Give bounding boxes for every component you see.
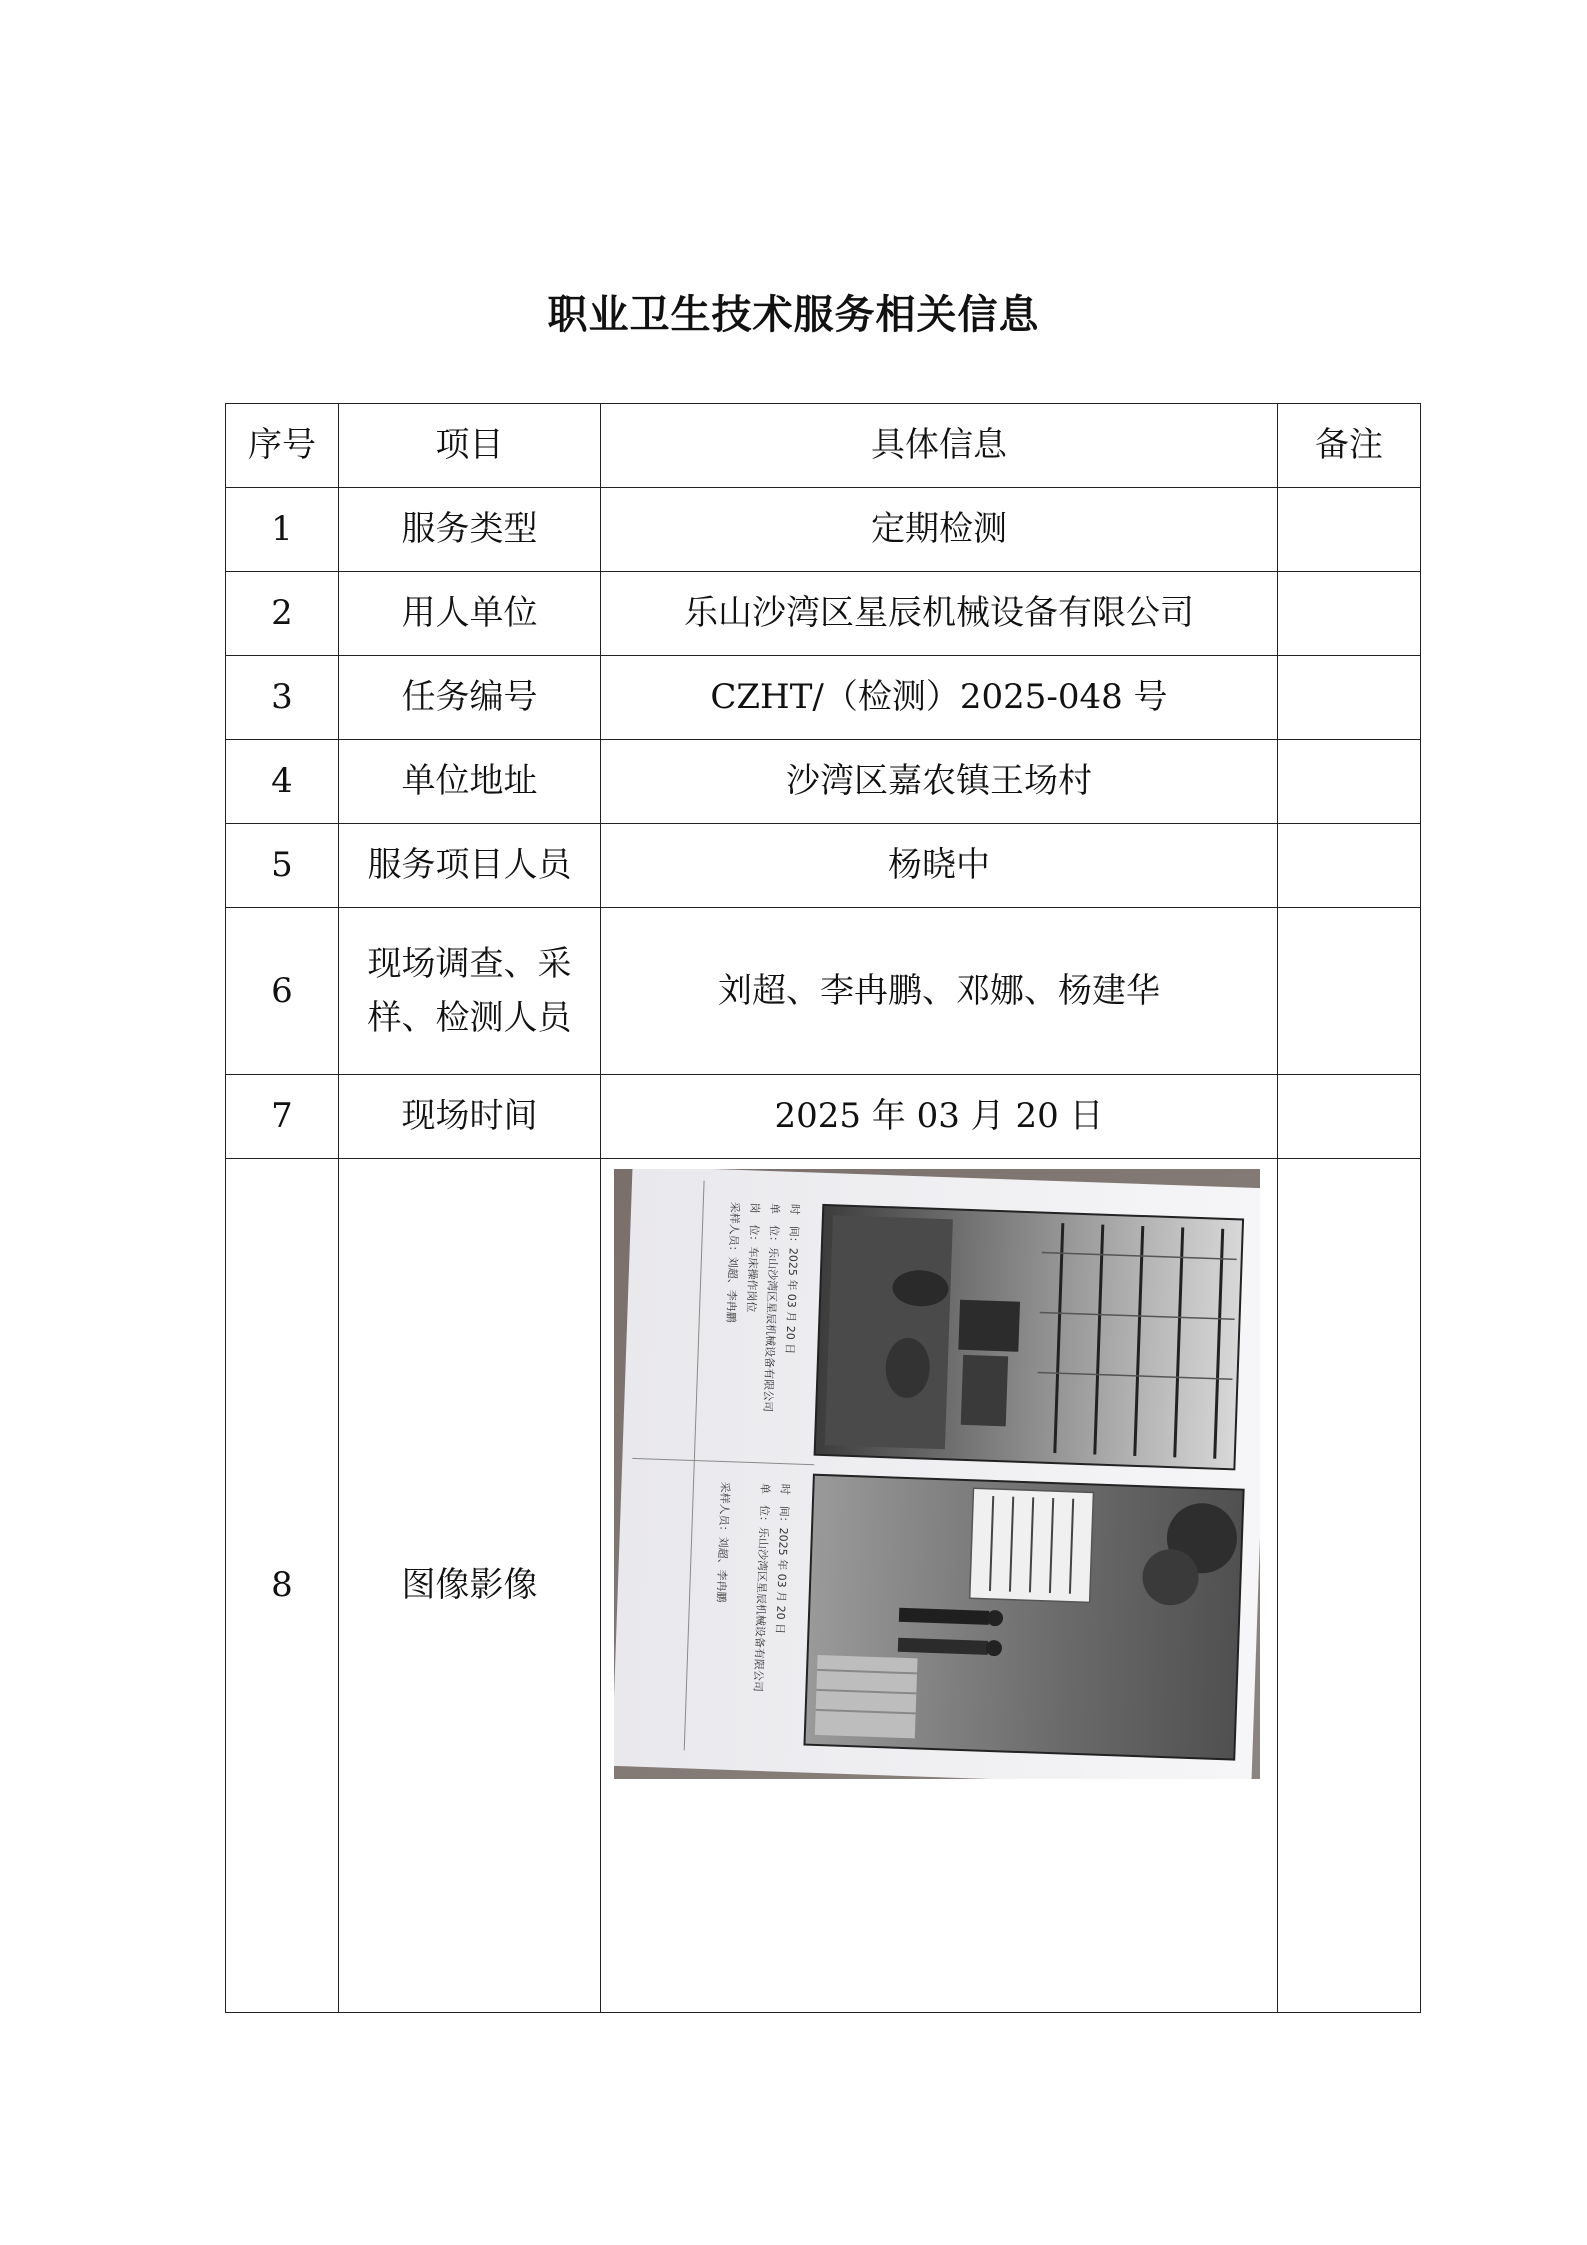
row-detail: 刘超、李冉鹏、邓娜、杨建华: [601, 908, 1278, 1075]
photo-caption-bottom-unit: 单 位：乐山沙湾区星辰机械设备有限公司: [751, 1482, 772, 1693]
table-row: [226, 572, 1421, 656]
row-index: 2: [226, 572, 339, 656]
row-remark: [1278, 1075, 1421, 1159]
row-item: 单位地址: [339, 740, 601, 824]
row-remark: [1278, 908, 1421, 1075]
row-detail: 沙湾区嘉农镇王场村: [601, 740, 1278, 824]
row-detail: CZHT/（检测）2025-048 号: [601, 656, 1278, 740]
photo-caption-bottom-time: 时 间：2025 年 03 月 20 日: [773, 1483, 792, 1635]
row-detail: 乐山沙湾区星辰机械设备有限公司: [601, 572, 1278, 656]
row-index: 7: [226, 1075, 339, 1159]
site-photo: [614, 1169, 1260, 1779]
header-index: 序号: [226, 404, 339, 488]
row-remark: [1278, 740, 1421, 824]
header-detail: 具体信息: [601, 404, 1278, 488]
info-table: [225, 403, 1421, 2013]
table-header-row: [226, 404, 1421, 488]
photo-caption-top-time: 时 间：2025 年 03 月 20 日: [783, 1203, 802, 1355]
row-item: 用人单位: [339, 572, 601, 656]
row-remark: [1278, 488, 1421, 572]
header-remark: 备注: [1278, 404, 1421, 488]
row-detail: 定期检测: [601, 488, 1278, 572]
photo-caption-top-people: 采样人员：刘超、李冉鹏: [724, 1201, 742, 1323]
row-index: 1: [226, 488, 339, 572]
row-item: 服务类型: [339, 488, 601, 572]
page-title: 职业卫生技术服务相关信息: [547, 292, 1040, 338]
row-index: 6: [226, 908, 339, 1075]
row-index: 3: [226, 656, 339, 740]
row-item-line: 样、检测人员: [367, 998, 572, 1038]
row-index: 8: [226, 1159, 339, 2013]
row-remark: [1278, 572, 1421, 656]
table-row: [226, 908, 1421, 1075]
row-index: 4: [226, 740, 339, 824]
row-remark: [1278, 656, 1421, 740]
table-row: [226, 656, 1421, 740]
row-detail-photo-cell: [601, 1159, 1278, 2013]
row-item: 现场时间: [339, 1075, 601, 1159]
table-row: [226, 824, 1421, 908]
row-item: 图像影像: [339, 1159, 601, 2013]
table-row: [226, 1075, 1421, 1159]
header-item: 项目: [339, 404, 601, 488]
photo-caption-bottom-people: 采样人员：刘超、李冉鹏: [714, 1481, 732, 1603]
photo-caption-top-unit: 单 位：乐山沙湾区星辰机械设备有限公司: [761, 1202, 782, 1413]
row-item: 服务项目人员: [339, 824, 601, 908]
table-row: [226, 1159, 1421, 2013]
row-item: 任务编号: [339, 656, 601, 740]
table-row: [226, 740, 1421, 824]
row-remark: [1278, 1159, 1421, 2013]
table-row: [226, 488, 1421, 572]
row-index: 5: [226, 824, 339, 908]
row-detail: 杨晓中: [601, 824, 1278, 908]
row-item-line: 现场调查、采: [367, 943, 572, 984]
row-item: [339, 908, 601, 1075]
photo-caption-top-post: 岗 位：车床操作岗位: [744, 1202, 762, 1313]
row-remark: [1278, 824, 1421, 908]
row-detail: 2025 年 03 月 20 日: [601, 1075, 1278, 1159]
